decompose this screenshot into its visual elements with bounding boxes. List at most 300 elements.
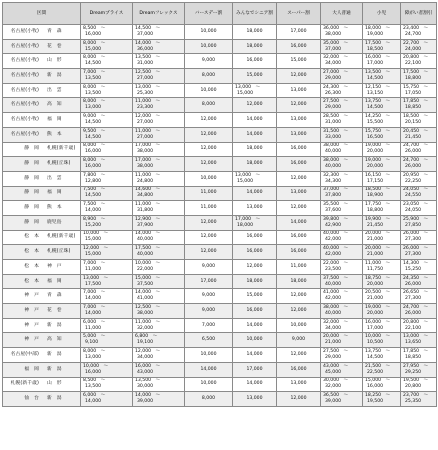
table-row xyxy=(3,348,437,363)
dream-flex-cell-high: 36,000 xyxy=(137,46,154,52)
group-senior-cell: 18,000 xyxy=(233,142,277,157)
adult-cell xyxy=(321,201,363,216)
route-destination: 鹿児島 xyxy=(47,219,62,225)
adult-cell xyxy=(321,98,363,113)
header-child: 小児 xyxy=(363,3,401,25)
table-row xyxy=(3,215,437,230)
dream-flex-cell-high: 43,000 xyxy=(137,369,154,375)
disability-cell-low: 23,050 ～ xyxy=(403,202,429,208)
route-origin: 神 戸 xyxy=(24,307,39,313)
child-cell xyxy=(363,289,401,304)
dream-price-cell xyxy=(81,377,133,392)
adult-cell-high: 21,000 xyxy=(325,340,342,346)
disability-cell-high: 18,800 xyxy=(405,75,422,81)
table-row xyxy=(3,260,437,275)
disability-cell-high: 26,000 xyxy=(405,310,422,316)
route-destination: 青 森 xyxy=(47,28,62,34)
route-cell xyxy=(3,260,81,275)
birthday-cell: 9,000 xyxy=(185,54,233,69)
birthday-cell: 10,000 xyxy=(185,39,233,54)
super-cell: 16,000 xyxy=(277,157,321,172)
disability-cell-low: 17,500 ～ xyxy=(403,69,429,75)
disability-cell-low: 15,750 ～ xyxy=(403,84,429,90)
dream-price-cell-high: 14,500 xyxy=(85,193,102,199)
dream-price-cell-low: 7,800 ～ xyxy=(83,172,106,178)
route-origin: 静 岡 xyxy=(24,190,39,196)
birthday-cell: 8,000 xyxy=(185,98,233,113)
adult-cell xyxy=(321,113,363,128)
child-cell-low: 19,900 ～ xyxy=(365,216,391,222)
group-senior-cell-high: 15,000 xyxy=(237,90,254,96)
disability-cell xyxy=(401,113,437,128)
group-senior-cell: 15,000 xyxy=(233,69,277,84)
adult-cell-low: 38,000 ～ xyxy=(323,304,349,310)
route-destination: 福 岡 xyxy=(47,190,62,196)
disability-cell xyxy=(401,260,437,275)
dream-price-cell-high: 13,500 xyxy=(85,384,102,390)
header-adult: 大人普通 xyxy=(321,3,363,25)
adult-cell-high: 31,000 xyxy=(325,119,342,125)
route-origin: 松 本 xyxy=(24,278,39,284)
dream-price-cell-low: 7,000 ～ xyxy=(83,260,106,266)
dream-flex-cell-low: 12,000 ～ xyxy=(135,113,161,119)
dream-price-cell xyxy=(81,98,133,113)
table-row xyxy=(3,304,437,319)
dream-price-cell-high: 13,000 xyxy=(85,105,102,111)
disability-cell-high: 24,550 xyxy=(405,193,422,199)
dream-flex-cell-high: 38,000 xyxy=(137,149,154,155)
disability-cell-high: 27,300 xyxy=(405,237,422,243)
adult-cell-high: 33,000 xyxy=(325,134,342,140)
disability-cell xyxy=(401,127,437,142)
child-cell-high: 20,000 xyxy=(367,310,384,316)
group-senior-cell: 14,000 xyxy=(233,377,277,392)
super-cell: 16,000 xyxy=(277,245,321,260)
super-cell: 12,000 xyxy=(277,392,321,407)
child-cell-high: 20,000 xyxy=(367,281,384,287)
adult-cell xyxy=(321,362,363,377)
adult-cell-high: 29,000 xyxy=(325,354,342,360)
adult-cell-low: 35,000 ～ xyxy=(323,40,349,46)
table-row xyxy=(3,113,437,128)
dream-flex-cell xyxy=(133,98,185,113)
route-destination: 花 巻 xyxy=(47,43,62,49)
route-cell xyxy=(3,54,81,69)
dream-price-cell-low: 7,500 ～ xyxy=(83,202,106,208)
child-cell xyxy=(363,274,401,289)
route-destination: 熊 本 xyxy=(47,205,62,211)
disability-cell-low: 26,000 ～ xyxy=(403,246,429,252)
dream-price-cell-low: 6,000 ～ xyxy=(83,319,106,325)
group-senior-cell-high: 18,000 xyxy=(237,222,254,228)
child-cell-low: 19,000 ～ xyxy=(365,158,391,164)
super-cell: 12,000 xyxy=(277,348,321,363)
group-senior-cell: 14,000 xyxy=(233,348,277,363)
table-row xyxy=(3,362,437,377)
dream-flex-cell-high: 34,800 xyxy=(137,193,154,199)
route-origin: 福 岡 xyxy=(24,366,39,372)
route-destination: 札幌(丘珠) xyxy=(47,161,71,167)
child-cell-low: 11,000 ～ xyxy=(365,260,391,266)
child-cell-high: 10,500 xyxy=(367,340,384,346)
route-destination: 新 潟 xyxy=(47,366,62,372)
adult-cell xyxy=(321,274,363,289)
adult-cell-low: 43,000 ～ xyxy=(323,363,349,369)
route-destination: 出 雲 xyxy=(47,175,62,181)
dream-price-cell-low: 7,500 ～ xyxy=(83,187,106,193)
dream-flex-cell xyxy=(133,113,185,128)
dream-flex-cell-high: 32,000 xyxy=(137,325,154,331)
dream-price-cell xyxy=(81,69,133,84)
table-row xyxy=(3,171,437,186)
group-senior-cell: 16,000 xyxy=(233,54,277,69)
adult-cell-high: 42,000 xyxy=(325,252,342,258)
group-senior-cell: 14,000 xyxy=(233,127,277,142)
child-cell xyxy=(363,377,401,392)
disability-cell-low: 17,850 ～ xyxy=(403,99,429,105)
disability-cell xyxy=(401,230,437,245)
child-cell xyxy=(363,127,401,142)
child-cell-high: 18,800 xyxy=(367,208,384,214)
child-cell-low: 20,500 ～ xyxy=(365,290,391,296)
child-cell xyxy=(363,83,401,98)
dream-price-cell-low: 8,000 ～ xyxy=(83,84,106,90)
route-origin: 神 戸 xyxy=(24,337,39,343)
dream-price-cell xyxy=(81,39,133,54)
disability-cell-high: 22,250 xyxy=(405,178,422,184)
dream-flex-cell xyxy=(133,289,185,304)
dream-flex-cell-low: 14,000 ～ xyxy=(135,393,161,399)
route-destination: 札幌(丘珠) xyxy=(47,249,71,255)
birthday-cell: 8,000 xyxy=(185,392,233,407)
dream-price-cell-low: 10,000 ～ xyxy=(83,363,109,369)
dream-flex-cell xyxy=(133,377,185,392)
disability-cell-low: 22,700 ～ xyxy=(403,40,429,46)
group-senior-cell: 16,000 xyxy=(233,245,277,260)
adult-cell-high: 37,600 xyxy=(325,208,342,214)
route-origin: 名古屋(小牧) xyxy=(10,131,39,137)
child-cell xyxy=(363,69,401,84)
child-cell-low: 18,000 ～ xyxy=(365,25,391,31)
adult-cell xyxy=(321,392,363,407)
dream-flex-cell-low: 14,000 ～ xyxy=(135,290,161,296)
dream-price-cell-high: 9,100 xyxy=(85,340,99,346)
route-cell xyxy=(3,186,81,201)
header-dream-flex: Dreamフレックス xyxy=(133,3,185,25)
dream-flex-cell xyxy=(133,333,185,348)
dream-price-cell-low: 8,900 ～ xyxy=(83,216,106,222)
adult-cell xyxy=(321,245,363,260)
route-cell xyxy=(3,25,81,40)
child-cell-high: 18,500 xyxy=(367,46,384,52)
birthday-cell: 17,000 xyxy=(185,274,233,289)
route-destination: 山 形 xyxy=(47,58,62,64)
header-super: スーパー割 xyxy=(277,3,321,25)
dream-flex-cell xyxy=(133,157,185,172)
disability-cell xyxy=(401,245,437,260)
route-destination: 出 雲 xyxy=(47,87,62,93)
disability-cell-low: 24,050 ～ xyxy=(403,187,429,193)
dream-flex-cell-high: 24,800 xyxy=(137,178,154,184)
route-origin: 松 本 xyxy=(24,263,39,269)
dream-price-cell xyxy=(81,83,133,98)
child-cell-low: 16,000 ～ xyxy=(365,319,391,325)
dream-price-cell-low: 12,000 ～ xyxy=(83,246,109,252)
dream-price-cell-high: 16,000 xyxy=(85,31,102,37)
birthday-cell: 14,000 xyxy=(185,362,233,377)
child-cell-high: 13,150 xyxy=(367,90,384,96)
child-cell-high: 19,000 xyxy=(367,31,384,37)
adult-cell-low: 30,000 ～ xyxy=(323,378,349,384)
child-cell xyxy=(363,201,401,216)
child-cell-low: 16,150 ～ xyxy=(365,172,391,178)
disability-cell-low: 26,000 ～ xyxy=(403,231,429,237)
child-cell-high: 21,000 xyxy=(367,296,384,302)
dream-flex-cell-high: 41,000 xyxy=(137,296,154,302)
child-cell xyxy=(363,348,401,363)
disability-cell-low: 27,950 ～ xyxy=(403,363,429,369)
dream-price-cell-low: 7,000 ～ xyxy=(83,290,106,296)
birthday-cell: 12,000 xyxy=(185,142,233,157)
route-cell xyxy=(3,69,81,84)
birthday-cell: 10,000 xyxy=(185,83,233,98)
adult-cell-high: 42,000 xyxy=(325,237,342,243)
route-cell xyxy=(3,392,81,407)
child-cell-low: 15,000 ～ xyxy=(365,378,391,384)
dream-flex-cell-low: 14,500 ～ xyxy=(135,25,161,31)
adult-cell-low: 40,000 ～ xyxy=(323,246,349,252)
header-group-senior: みんなでシニア割 xyxy=(233,3,277,25)
dream-price-cell xyxy=(81,362,133,377)
super-cell: 9,000 xyxy=(277,333,321,348)
dream-flex-cell-low: 14,000 ～ xyxy=(135,40,161,46)
adult-cell-high: 40,000 xyxy=(325,281,342,287)
dream-price-cell xyxy=(81,186,133,201)
dream-price-cell-low: 8,000 ～ xyxy=(83,99,106,105)
disability-cell xyxy=(401,83,437,98)
header-disability: 障がい者割引 xyxy=(401,3,437,25)
adult-cell-high: 37,000 xyxy=(325,46,342,52)
table-row xyxy=(3,230,437,245)
dream-price-cell-high: 16,000 xyxy=(85,164,102,170)
dream-flex-cell xyxy=(133,127,185,142)
dream-price-cell xyxy=(81,171,133,186)
dream-flex-cell-high: 31,800 xyxy=(137,208,154,214)
dream-flex-cell-high: 23,300 xyxy=(137,105,154,111)
dream-flex-cell-high: 34,000 xyxy=(137,354,154,360)
dream-price-cell-low: 10,000 ～ xyxy=(83,231,109,237)
child-cell xyxy=(363,392,401,407)
dream-price-cell-high: 17,500 xyxy=(85,281,102,287)
dream-flex-cell-low: 6,800 ～ xyxy=(135,334,158,340)
child-cell-low: 18,500 ～ xyxy=(365,187,391,193)
route-destination: 札幌(新千歳) xyxy=(47,234,76,240)
group-senior-cell: 18,000 xyxy=(233,39,277,54)
dream-price-cell-low: 9,000 ～ xyxy=(83,113,106,119)
table-row xyxy=(3,142,437,157)
disability-cell-high: 27,850 xyxy=(405,222,422,228)
route-cell xyxy=(3,215,81,230)
group-senior-cell: 18,000 xyxy=(233,157,277,172)
group-senior-cell: 12,000 xyxy=(233,260,277,275)
child-cell-low: 13,750 ～ xyxy=(365,348,391,354)
route-cell xyxy=(3,304,81,319)
fare-table xyxy=(2,2,437,407)
birthday-cell: 9,000 xyxy=(185,260,233,275)
child-cell-high: 17,000 xyxy=(367,325,384,331)
dream-flex-cell-high: 37,500 xyxy=(137,281,154,287)
child-cell-low: 17,750 ～ xyxy=(365,202,391,208)
super-cell: 12,000 xyxy=(277,289,321,304)
disability-cell-high: 29,250 xyxy=(405,369,422,375)
child-cell-low: 18,250 ～ xyxy=(365,393,391,399)
route-destination: 札幌(新千歳) xyxy=(47,146,76,152)
adult-cell-high: 29,000 xyxy=(325,75,342,81)
disability-cell xyxy=(401,186,437,201)
child-cell xyxy=(363,54,401,69)
disability-cell-low: 14,300 ～ xyxy=(403,260,429,266)
child-cell-high: 19,500 xyxy=(367,399,384,405)
disability-cell-low: 24,700 ～ xyxy=(403,143,429,149)
route-cell xyxy=(3,362,81,377)
dream-price-cell-high: 15,000 xyxy=(85,252,102,258)
super-cell: 12,000 xyxy=(277,304,321,319)
disability-cell-low: 24,350 ～ xyxy=(403,275,429,281)
dream-flex-cell xyxy=(133,348,185,363)
child-cell-low: 16,000 ～ xyxy=(365,55,391,61)
disability-cell xyxy=(401,304,437,319)
child-cell xyxy=(363,304,401,319)
route-destination: 山 形 xyxy=(47,381,62,387)
route-cell xyxy=(3,157,81,172)
adult-cell-high: 32,000 xyxy=(325,384,342,390)
child-cell-high: 14,500 xyxy=(367,105,384,111)
birthday-cell: 10,000 xyxy=(185,348,233,363)
route-cell xyxy=(3,201,81,216)
adult-cell-high: 42,900 xyxy=(325,222,342,228)
disability-cell-high: 13,650 xyxy=(405,340,422,346)
adult-cell xyxy=(321,377,363,392)
child-cell xyxy=(363,113,401,128)
table-row xyxy=(3,39,437,54)
child-cell-low: 19,000 ～ xyxy=(365,143,391,149)
disability-cell xyxy=(401,201,437,216)
adult-cell-low: 37,500 ～ xyxy=(323,275,349,281)
dream-flex-cell xyxy=(133,215,185,230)
route-origin: 名古屋(小牧) xyxy=(10,72,39,78)
dream-flex-cell-low: 11,000 ～ xyxy=(135,99,161,105)
disability-cell xyxy=(401,333,437,348)
table-row xyxy=(3,25,437,40)
disability-cell-high: 25,350 xyxy=(405,399,422,405)
disability-cell xyxy=(401,39,437,54)
disability-cell-high: 20,800 xyxy=(405,384,422,390)
group-senior-cell: 16,000 xyxy=(233,304,277,319)
group-senior-cell: 13,000 xyxy=(233,201,277,216)
dream-price-cell xyxy=(81,318,133,333)
child-cell-low: 12,150 ～ xyxy=(365,84,391,90)
birthday-cell: 10,000 xyxy=(185,377,233,392)
dream-price-cell-high: 14,000 xyxy=(85,208,102,214)
dream-flex-cell xyxy=(133,25,185,40)
dream-flex-cell-high: 25,300 xyxy=(137,90,154,96)
table-row xyxy=(3,333,437,348)
dream-price-cell-high: 14,500 xyxy=(85,119,102,125)
child-cell-low: 21,500 ～ xyxy=(365,363,391,369)
dream-price-cell xyxy=(81,201,133,216)
dream-price-cell-low: 8,000 ～ xyxy=(83,55,106,61)
group-senior-cell: 14,000 xyxy=(233,186,277,201)
dream-flex-cell-low: 12,500 ～ xyxy=(135,69,161,75)
birthday-cell: 8,000 xyxy=(185,69,233,84)
disability-cell-low: 19,500 ～ xyxy=(403,378,429,384)
disability-cell-high: 26,000 xyxy=(405,281,422,287)
super-cell: 18,000 xyxy=(277,274,321,289)
group-senior-cell: 14,000 xyxy=(233,113,277,128)
route-origin: 札幌(新千歳) xyxy=(10,381,39,387)
dream-price-cell-high: 15,000 xyxy=(85,237,102,243)
child-cell xyxy=(363,318,401,333)
route-origin: 静 岡 xyxy=(24,146,39,152)
dream-price-cell-low: 7,000 ～ xyxy=(83,69,106,75)
table-row xyxy=(3,157,437,172)
dream-flex-cell xyxy=(133,171,185,186)
child-cell xyxy=(363,39,401,54)
dream-flex-cell-high: 27,000 xyxy=(137,119,154,125)
dream-flex-cell xyxy=(133,54,185,69)
dream-flex-cell-low: 15,000 ～ xyxy=(135,275,161,281)
route-origin: 松 本 xyxy=(24,249,39,255)
disability-cell xyxy=(401,25,437,40)
disability-cell xyxy=(401,171,437,186)
adult-cell-high: 45,000 xyxy=(325,369,342,375)
adult-cell-low: 41,000 ～ xyxy=(323,290,349,296)
disability-cell xyxy=(401,348,437,363)
route-origin: 静 岡 xyxy=(24,175,39,181)
disability-cell xyxy=(401,362,437,377)
route-cell xyxy=(3,83,81,98)
group-senior-cell: 14,000 xyxy=(233,318,277,333)
adult-cell-high: 34,000 xyxy=(325,61,342,67)
super-cell: 12,000 xyxy=(277,98,321,113)
route-cell xyxy=(3,377,81,392)
adult-cell-low: 20,000 ～ xyxy=(323,334,349,340)
route-cell xyxy=(3,274,81,289)
adult-cell-high: 23,500 xyxy=(325,266,342,272)
route-origin: 名古屋(小牧) xyxy=(10,116,39,122)
disability-cell xyxy=(401,142,437,157)
dream-price-cell-high: 12,800 xyxy=(85,178,102,184)
adult-cell xyxy=(321,39,363,54)
group-senior-cell-low: 13,000 ～ xyxy=(235,172,261,178)
dream-flex-cell-high: 39,000 xyxy=(137,399,154,405)
dream-flex-cell-high: 37,000 xyxy=(137,31,154,37)
super-cell: 17,000 xyxy=(277,25,321,40)
super-cell: 10,000 xyxy=(277,318,321,333)
adult-cell-high: 40,000 xyxy=(325,164,342,170)
child-cell xyxy=(363,142,401,157)
dream-flex-cell xyxy=(133,201,185,216)
super-cell: 13,000 xyxy=(277,83,321,98)
disability-cell xyxy=(401,392,437,407)
group-senior-cell xyxy=(233,171,277,186)
child-cell-high: 20,000 xyxy=(367,149,384,155)
group-senior-cell: 12,000 xyxy=(233,98,277,113)
disability-cell-high: 17,050 xyxy=(405,90,422,96)
adult-cell-low: 38,000 ～ xyxy=(323,158,349,164)
adult-cell-high: 37,800 xyxy=(325,193,342,199)
route-origin: 名古屋(小牧) xyxy=(10,43,39,49)
